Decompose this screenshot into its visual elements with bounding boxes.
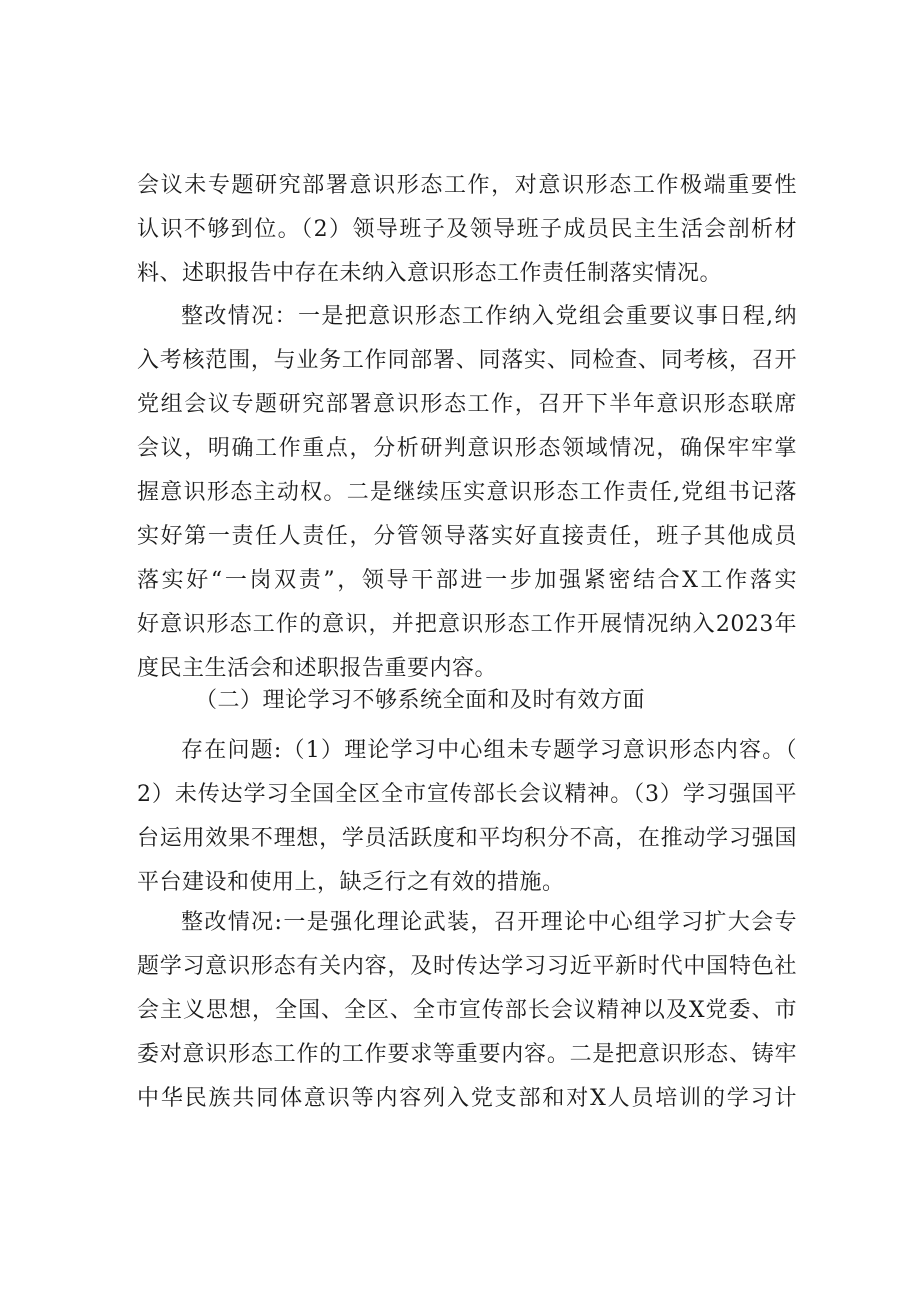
text-line: 入考核范围，与业务工作同部署、同落实、同检查、同考核，召开 bbox=[137, 348, 797, 373]
text-line: 整改情况:一是强化理论武装，召开理论中心组学习扩大会专 bbox=[181, 910, 797, 935]
heading-line: （二）理论学习不够系统全面和及时有效方面 bbox=[195, 688, 646, 713]
text-line: 党组会议专题研究部署意识形态工作，召开下半年意识形态联席 bbox=[137, 392, 797, 417]
text-line: 会主义思想，全国、全区、全市宣传部长会议精神以及X党委、市 bbox=[137, 998, 797, 1023]
text-line: 握意识形态主动权。二是继续压实意识形态工作责任,党组书记落 bbox=[137, 480, 797, 505]
text-line: 会议未专题研究部署意识形态工作，对意识形态工作极端重要性 bbox=[137, 173, 797, 198]
text-line: 度民主生活会和述职报告重要内容。 bbox=[137, 656, 498, 681]
text-line: 整改情况：一是把意识形态工作纳入党组会重要议事日程,纳 bbox=[181, 304, 797, 329]
text-line: 好意识形态工作的意识，并把意识形态工作开展情况纳入2023年 bbox=[137, 612, 797, 637]
text-line: 台运用效果不理想，学员活跃度和平均积分不高，在推动学习强国 bbox=[137, 826, 797, 851]
text-line: 实好第一责任人责任，分管领导落实好直接责任，班子其他成员 bbox=[137, 524, 797, 549]
text-line: 存在问题:（1）理论学习中心组未专题学习意识形态内容。（ bbox=[181, 738, 797, 763]
text-line: 料、述职报告中存在未纳入意识形态工作责任制落实情况。 bbox=[137, 261, 723, 286]
text-line: 2）未传达学习全国全区全市宣传部长会议精神。（3）学习强国平 bbox=[137, 782, 797, 807]
text-line: 落实好“一岗双责”，领导干部进一步加强紧密结合X工作落实 bbox=[137, 568, 797, 593]
text-line: 认识不够到位。（2）领导班子及领导班子成员民主生活会剖析材 bbox=[137, 217, 797, 242]
text-line: 中华民族共同体意识等内容列入党支部和对X人员培训的学习计 bbox=[137, 1086, 797, 1111]
text-line: 委对意识形态工作的工作要求等重要内容。二是把意识形态、铸牢 bbox=[137, 1042, 797, 1067]
paragraph-problem-continuation bbox=[137, 164, 797, 296]
paragraph-existing-problems bbox=[137, 729, 797, 905]
text-line: 平台建设和使用上，缺乏行之有效的措施。 bbox=[137, 870, 565, 895]
text-line: 题学习意识形态有关内容，及时传达学习习近平新时代中国特色社 bbox=[137, 954, 797, 979]
text-line: 会议，明确工作重点，分析研判意识形态领域情况，确保牢牢掌 bbox=[137, 436, 797, 461]
section-heading bbox=[137, 679, 797, 723]
paragraph-rectification-1 bbox=[137, 295, 797, 691]
paragraph-rectification-2 bbox=[137, 901, 797, 1121]
